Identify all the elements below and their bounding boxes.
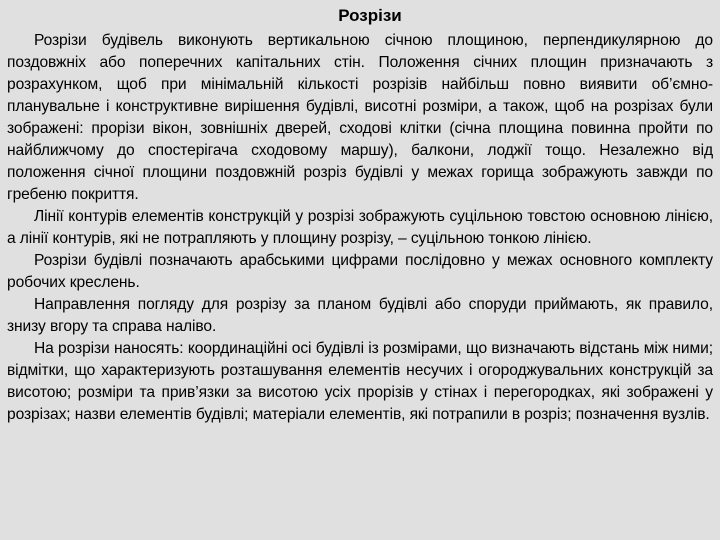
paragraph-section-annotations: На розрізи наносять: координаційні осі будівлі із розмірами, що визначають відстань між ними; відмітки, що характеризують розташування елементів несучих і огороджувальних конструкцій за висотою; розміри та прив’язки за висотою усіх прорізів у стінах і перегородках, які зображені у розрізах; назви елементів будівлі; матеріали елементів, які потрапили в розріз; позначення вузлів. — [7, 340, 713, 423]
paragraph-contour-lines: Лінії контурів елементів конструкцій у розрізі зображують суцільною товстою основною лінією, а лінії контурів, які не потрапляють у площину розрізу, – суцільною тонкою лінією. — [7, 208, 713, 247]
paragraph-view-direction: Направлення погляду для розрізу за планом будівлі або споруди приймають, як правило, знизу вгору та справа наліво. — [7, 296, 713, 335]
paragraph-section-numbering: Розрізи будівлі позначають арабськими цифрами послідовно у межах основного комплекту робочих креслень. — [7, 252, 713, 291]
page-title: Розрізи — [338, 6, 402, 25]
paragraph-sections-definition: Розрізи будівель виконують вертикальною січною площиною, перпендикулярною до поздовжніх або поперечних капітальних стін. Положення січних площин призначають з розрахунком, щоб при мінімальній кількості розрізів найбільш повно виявити об’ємно-планувальне і конструктивне вирішення будівлі, висотні розміри, а також, щоб на розрізах були зображені: прорізи вікон, зовнішніх дверей, сходові клітки (січна площина повинна пройти по найближчому до спостерігача сходовому маршу), балкони, лоджії тощо. Незалежно від положення січної площини поздовжній розріз будівлі у межах горища зображують завжди по гребеню покриття. — [7, 32, 713, 203]
